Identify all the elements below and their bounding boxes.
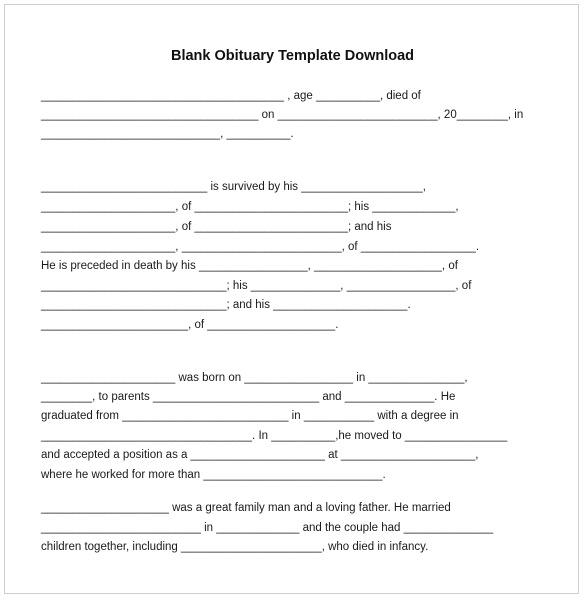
obituary-line-11: _______________________, of ____________________.: [41, 319, 339, 331]
obituary-line-15: _________________________________. In __________,he moved to ________________: [41, 430, 508, 442]
obituary-line-1: ______________________________________ , age __________, died of: [41, 90, 421, 102]
obituary-line-4: __________________________ is survived by his ___________________,: [41, 181, 426, 193]
obituary-line-10: _____________________________; and his _____________________.: [41, 299, 411, 311]
obituary-line-6: _____________________, of ________________________; and his: [41, 221, 392, 233]
document-title: Blank Obituary Template Download: [170, 48, 415, 64]
obituary-line-2: __________________________________ on _________________________, 20________, in: [41, 109, 524, 121]
obituary-line-20: children together, including ______________________, who died in infancy.: [41, 541, 429, 553]
obituary-line-14: graduated from __________________________ in ___________ with a degree in: [41, 410, 459, 422]
obituary-line-7: _____________________, _________________________, of __________________.: [41, 241, 480, 253]
obituary-line-12: _____________________ was born on _________________ in _______________,: [41, 372, 468, 384]
obituary-line-5: _____________________, of ________________________; his _____________,: [41, 201, 459, 213]
obituary-line-3: ____________________________, __________.: [41, 128, 294, 140]
obituary-line-19: _________________________ in _____________ and the couple had ______________: [41, 522, 494, 534]
obituary-line-13: ________, to parents __________________________ and ______________. He: [41, 391, 456, 403]
obituary-line-17: where he worked for more than ____________________________.: [41, 469, 386, 481]
obituary-line-9: _____________________________; his ______________, _________________, of: [41, 280, 472, 292]
obituary-line-16: and accepted a position as a _____________________ at _____________________,: [41, 449, 479, 461]
obituary-line-8: He is preceded in death by his _________________, ____________________, of: [41, 260, 458, 272]
obituary-line-18: ____________________ was a great family man and a loving father. He married: [41, 502, 451, 514]
